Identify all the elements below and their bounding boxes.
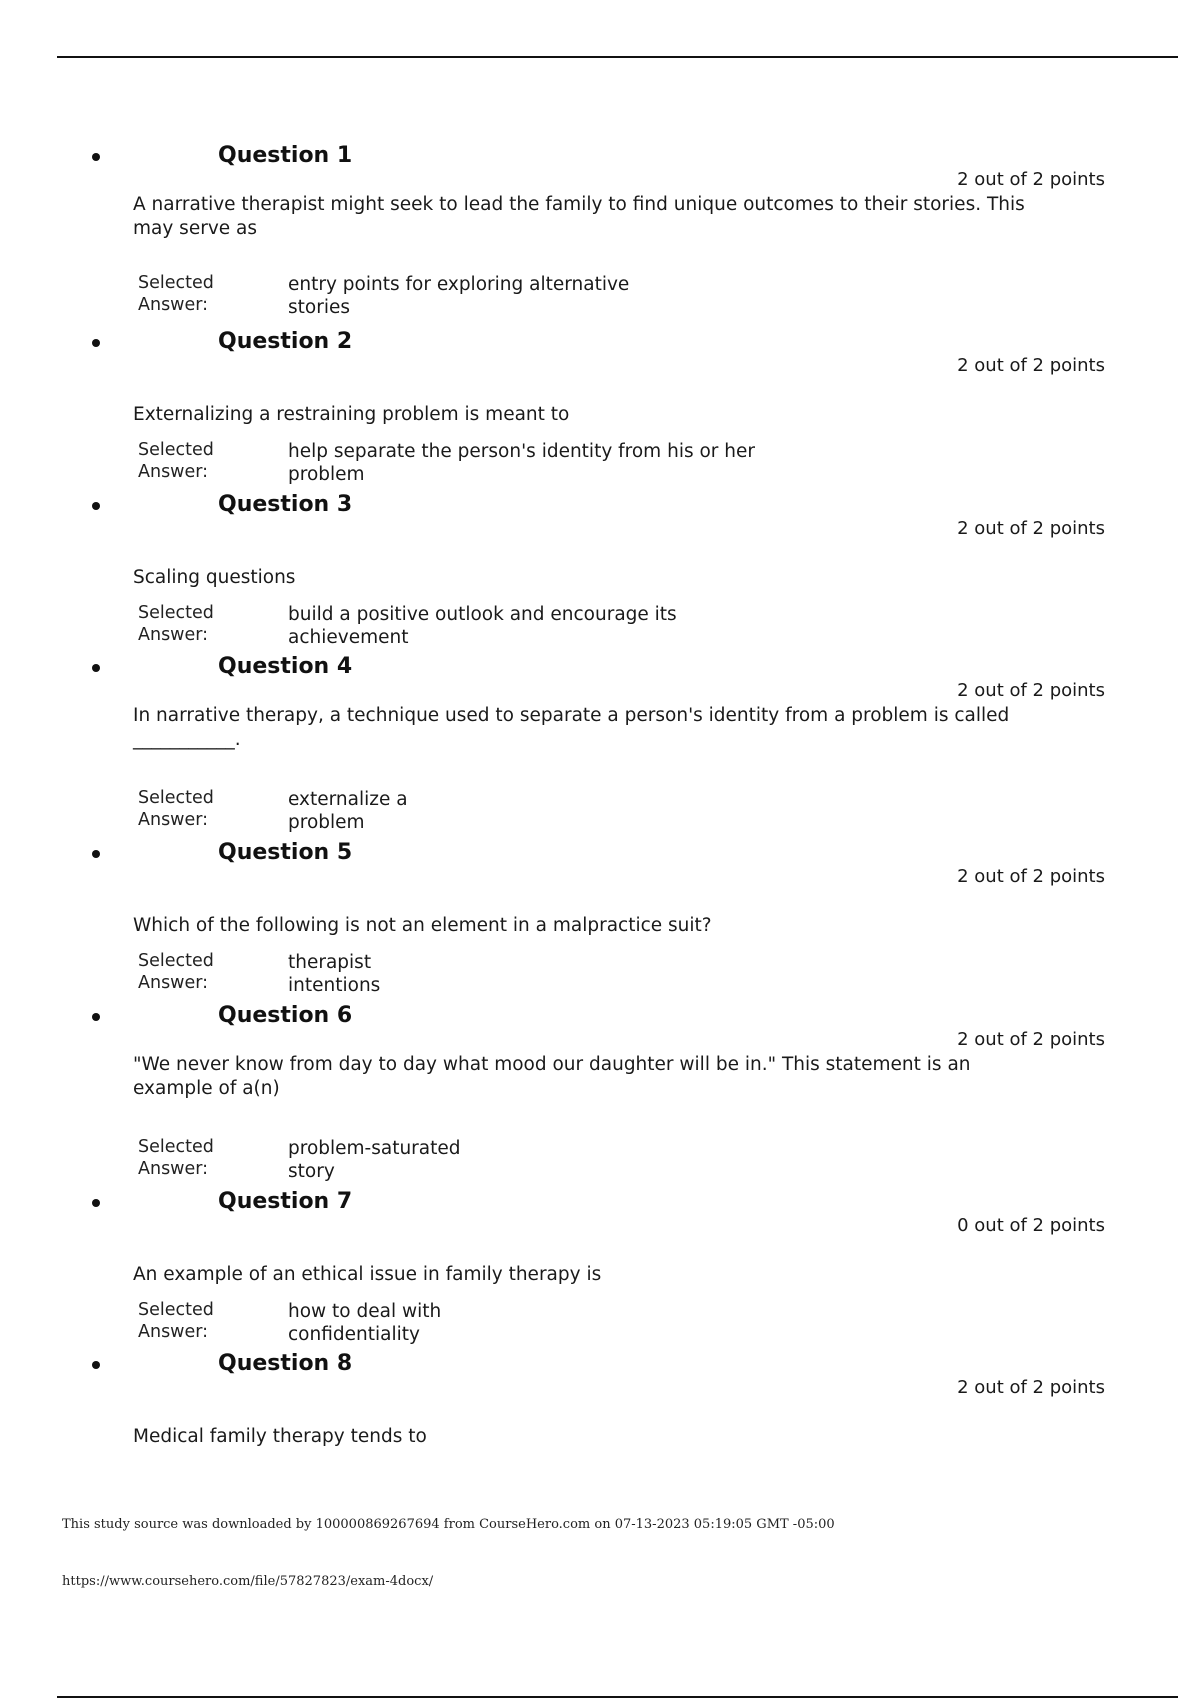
question-title: Question 5 (218, 840, 353, 865)
question-text: An example of an ethical issue in family therapy is (133, 1264, 602, 1285)
question-text: "We never know from day to day what mood our daughter will be in." This statement is an example of a(n) (133, 1054, 971, 1099)
selected-answer: externalize a problem (288, 789, 408, 833)
question-2 (0, 329, 1200, 499)
question-title: Question 1 (218, 143, 353, 168)
question-points: 2 out of 2 points (957, 355, 1105, 376)
selected-answer-label: Selected Answer: (138, 1300, 214, 1342)
question-points: 2 out of 2 points (957, 866, 1105, 887)
selected-answer-label: Selected Answer: (138, 951, 214, 993)
question-8 (0, 1351, 1200, 1461)
selected-answer: therapist intentions (288, 952, 381, 996)
bullet (92, 153, 100, 161)
question-title: Question 7 (218, 1189, 353, 1214)
question-points: 2 out of 2 points (957, 1377, 1105, 1398)
bullet (92, 339, 100, 347)
bullet (92, 1361, 100, 1369)
selected-answer-label: Selected Answer: (138, 1137, 214, 1179)
top-rule (57, 56, 1178, 58)
question-text: Medical family therapy tends to (133, 1426, 427, 1447)
selected-answer-label: Selected Answer: (138, 603, 214, 645)
selected-answer-label: Selected Answer: (138, 788, 214, 830)
question-text: Which of the following is not an element in a malpractice suit? (133, 915, 712, 936)
selected-answer: how to deal with confidentiality (288, 1301, 442, 1345)
selected-answer: build a positive outlook and encourage its achievement (288, 604, 677, 648)
question-4 (0, 654, 1200, 833)
question-points: 2 out of 2 points (957, 680, 1105, 701)
bottom-rule (57, 1696, 1178, 1698)
question-points: 2 out of 2 points (957, 1029, 1105, 1050)
question-text: A narrative therapist might seek to lead the family to find unique outcomes to their stories. This may serve as (133, 194, 1025, 239)
bullet (92, 664, 100, 672)
bullet (92, 1199, 100, 1207)
question-title: Question 6 (218, 1003, 353, 1028)
question-7 (0, 1189, 1200, 1359)
question-6 (0, 1003, 1200, 1182)
question-title: Question 8 (218, 1351, 353, 1376)
question-3 (0, 492, 1200, 662)
download-source-note: This study source was downloaded by 100000869267694 from CourseHero.com on 07-13-2023 05:19:05 GMT -05:00 (62, 1517, 835, 1532)
selected-answer: problem-saturated story (288, 1138, 461, 1182)
question-points: 2 out of 2 points (957, 169, 1105, 190)
bullet (92, 502, 100, 510)
question-points: 0 out of 2 points (957, 1215, 1105, 1236)
question-text: Scaling questions (133, 567, 296, 588)
question-5 (0, 840, 1200, 1010)
question-points: 2 out of 2 points (957, 518, 1105, 539)
source-url[interactable]: https://www.coursehero.com/file/57827823/exam-4docx/ (62, 1574, 434, 1589)
selected-answer-label: Selected Answer: (138, 440, 214, 482)
question-title: Question 2 (218, 329, 353, 354)
question-text: Externalizing a restraining problem is meant to (133, 404, 570, 425)
question-title: Question 3 (218, 492, 353, 517)
selected-answer-label: Selected Answer: (138, 273, 214, 315)
question-title: Question 4 (218, 654, 353, 679)
question-text: In narrative therapy, a technique used to separate a person's identity from a problem is called ___________. (133, 705, 1010, 750)
bullet (92, 850, 100, 858)
selected-answer: entry points for exploring alternative stories (288, 274, 630, 318)
selected-answer: help separate the person's identity from his or her problem (288, 441, 755, 485)
question-1 (0, 143, 1200, 318)
bullet (92, 1013, 100, 1021)
